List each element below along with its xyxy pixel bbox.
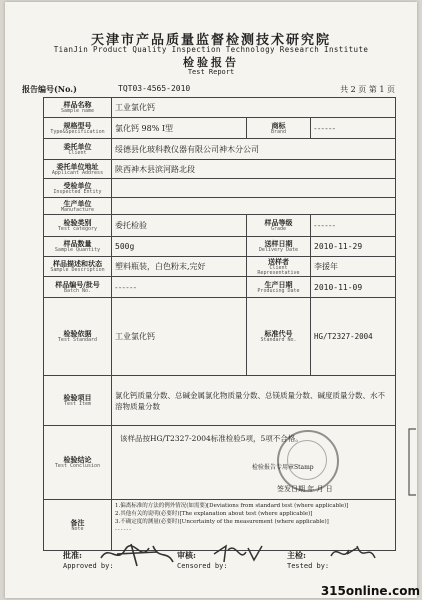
note-line-4: ------ xyxy=(115,527,133,533)
client-value: 绥德县化玻科教仪器有限公司神木分公司 xyxy=(112,139,396,160)
client-label: 委托单位 Client xyxy=(44,139,112,160)
institute-name-en: TianJin Product Quality Inspection Technology Research Institute xyxy=(53,45,369,54)
producing-date-label: 生产日期 Producing Date xyxy=(247,277,311,298)
censor-signature xyxy=(210,540,270,566)
approver-signature xyxy=(97,540,177,568)
standard-no-value: HG/T2327-2004 xyxy=(311,298,396,376)
client-address-label: 委托单位地址 Applicant Address xyxy=(44,160,112,179)
approved-by: 批准: Approved by: xyxy=(63,550,114,570)
sample-quantity-label: 样品数量 Sample Quantity xyxy=(44,237,112,257)
test-item-label: 检验项目 Test Item xyxy=(44,376,112,426)
producing-date-value: 2010-11-09 xyxy=(311,277,396,298)
delivery-date-value: 2010-11-29 xyxy=(311,237,396,257)
row-test-category xyxy=(44,215,396,237)
official-seal xyxy=(277,430,339,492)
inspected-entity-value xyxy=(112,179,396,198)
note-line-3: 3.不确定度的测量(必要时)[Uncertainty of the measurement (where applicable)] xyxy=(115,519,329,525)
sample-quantity-value: 500g xyxy=(112,237,247,257)
report-no-label: 报告编号(No.) xyxy=(22,84,77,94)
inspected-entity-label: 受检单位 Inspected Entity xyxy=(44,179,112,198)
test-conclusion-label: 检验结论 Test Conclusion xyxy=(44,426,112,500)
client-rep-label: 送样者 Client Representative xyxy=(247,257,311,277)
test-category-value: 委托检验 xyxy=(112,215,247,237)
sample-description-label: 样品描述和状态 Sample Description xyxy=(44,257,112,277)
row-inspected-entity xyxy=(44,179,396,198)
test-standard-label: 检验依据 Test Standard xyxy=(44,298,112,376)
note-line-2: 2.其他有关的说明(必要时)[The explanation about test (where applicable)] xyxy=(115,511,313,517)
row-client-address xyxy=(44,160,396,179)
grade-label: 样品等级 Grade xyxy=(247,215,311,237)
test-standard-value: 工业氯化钙 xyxy=(112,298,247,376)
brand-label: 商标 Brand xyxy=(247,118,311,139)
report-title-en: Test Report xyxy=(187,68,235,76)
test-item-value: 氯化钙质量分数、总碱金属氯化物质量分数、总镁质量分数、碱度质量分数、水不溶物质量分数 xyxy=(112,376,396,426)
report-table xyxy=(43,97,396,551)
row-test-conclusion xyxy=(44,426,396,500)
seal-label: 检验报告专用章Stamp xyxy=(252,464,314,471)
row-test-standard xyxy=(44,298,396,376)
manufacture-value xyxy=(112,198,396,215)
test-category-label: 检验类别 Test category xyxy=(44,215,112,237)
note-label: 备注 Note xyxy=(44,500,112,551)
row-batch-no xyxy=(44,277,396,298)
report-title: 检验报告 xyxy=(183,56,239,69)
brand-value: ------ xyxy=(311,118,396,139)
batch-no-label: 样品编号/批号 Batch No. xyxy=(44,277,112,298)
row-manufacture xyxy=(44,198,396,215)
sample-name-value: 工业氯化钙 xyxy=(112,98,396,118)
watermark: 315online.com xyxy=(320,584,420,598)
delivery-date-label: 送样日期 Delivery Date xyxy=(247,237,311,257)
issue-date-label: 签发日期 年 月 日 xyxy=(277,485,333,493)
test-conclusion-cell xyxy=(112,426,396,500)
sample-description-value: 塑料瓶装，白色粉末,完好 xyxy=(112,257,247,277)
row-test-item xyxy=(44,376,396,426)
censored-by: 审核: Censored by: xyxy=(177,550,228,570)
grade-value: ------ xyxy=(311,215,396,237)
tested-by: 主检: Tested by: xyxy=(287,550,330,570)
row-sample-quantity xyxy=(44,237,396,257)
test-conclusion-value: 该样品按HG/T2327-2004标准检验5项，5项不合格。 xyxy=(120,434,303,443)
page-count: 共 2 页 第 1 页 xyxy=(340,85,395,94)
batch-no-value: ------ xyxy=(112,277,247,298)
row-sample-name xyxy=(44,98,396,118)
type-spec-label: 规格型号 Type&Specification xyxy=(44,118,112,139)
manufacture-label: 生产单位 Manufacture xyxy=(44,198,112,215)
edge-stamp-mark xyxy=(407,427,417,497)
report-page xyxy=(5,2,417,598)
type-spec-value: 氯化钙 98% Ⅰ型 xyxy=(112,118,247,139)
row-client xyxy=(44,139,396,160)
standard-no-label: 标准代号 Standard No. xyxy=(247,298,311,376)
institute-name: 天津市产品质量监督检测技术研究院 xyxy=(90,33,331,48)
report-no-value: TQT03-4565-2010 xyxy=(118,84,191,93)
row-type-spec xyxy=(44,118,396,139)
row-sample-description xyxy=(44,257,396,277)
sample-name-label: 样品名称 Sample name xyxy=(44,98,112,118)
note-line-1: 1.偏离标准的方法的例外情况(如需要)[Deviations from standard test (where applicable)] xyxy=(115,503,349,509)
client-rep-value: 李援年 xyxy=(311,257,396,277)
tester-signature xyxy=(327,540,379,566)
client-address-value: 陕西神木县滨河路北段 xyxy=(112,160,396,179)
